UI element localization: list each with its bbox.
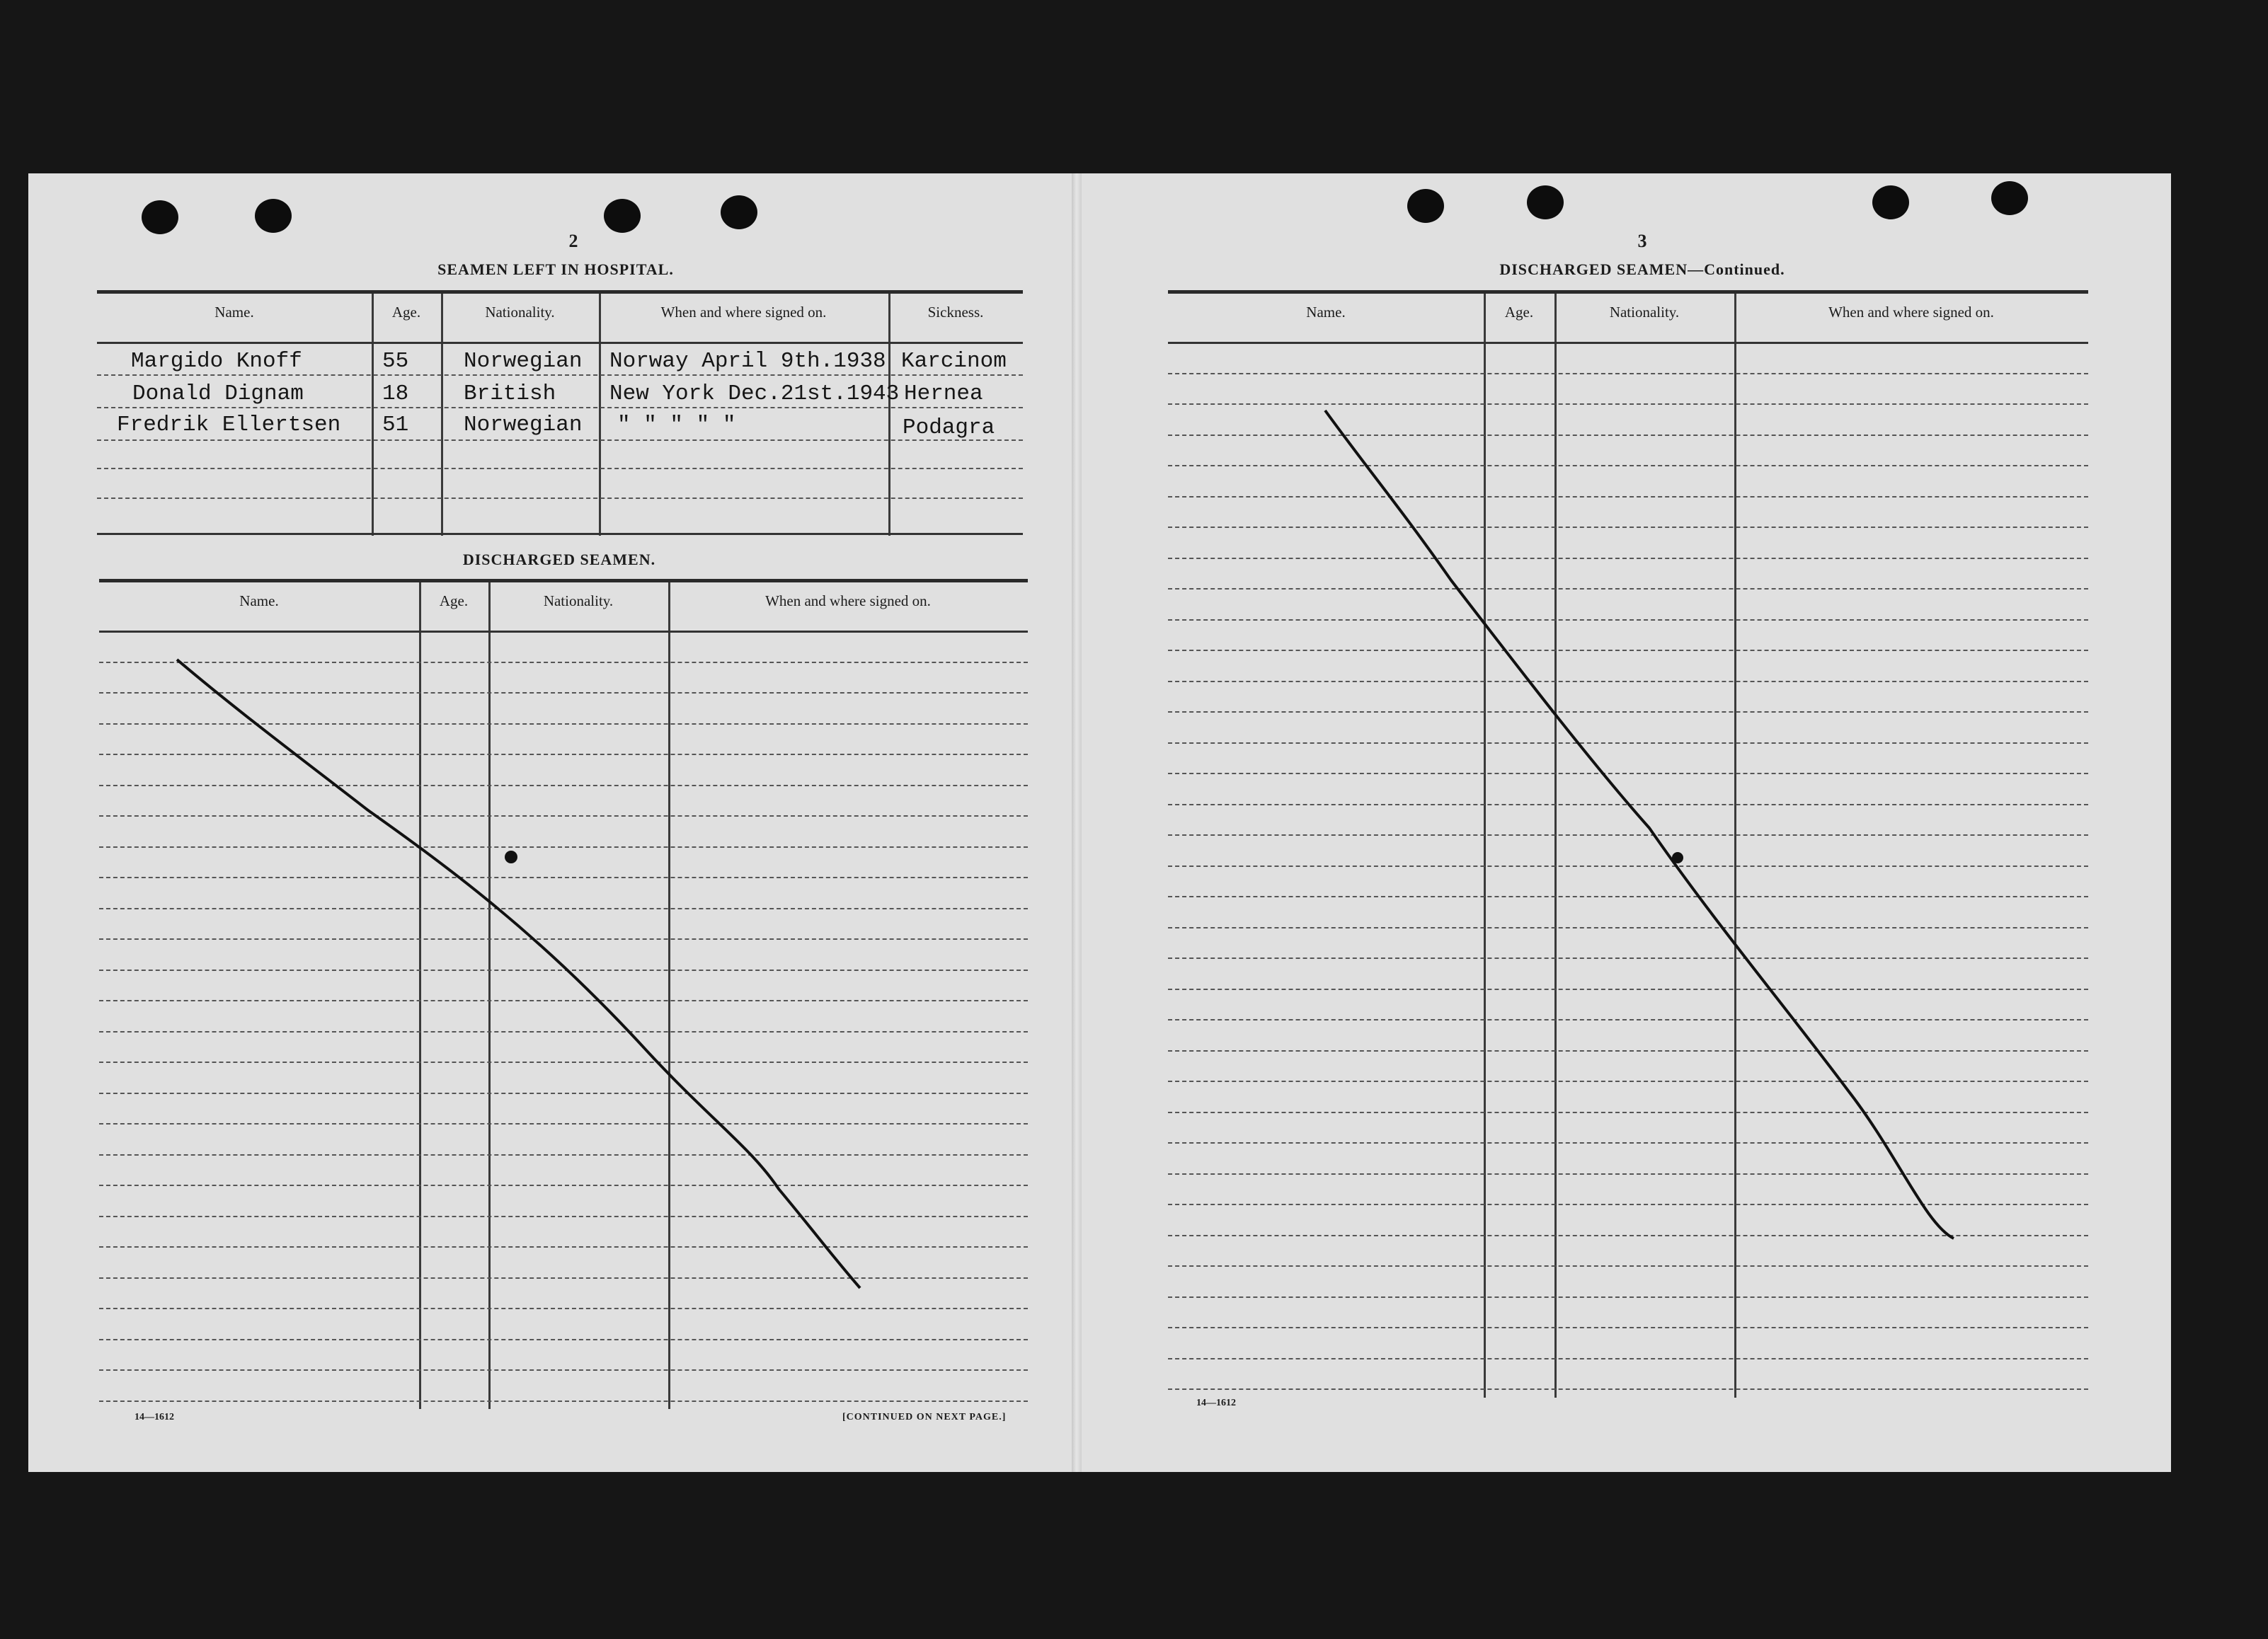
table-rule [1168, 1296, 2088, 1298]
table-rule [99, 662, 1028, 663]
punch-hole [1991, 181, 2028, 215]
punch-hole [1407, 189, 1444, 223]
header-age: Age. [439, 592, 469, 609]
table-rule [99, 1369, 1028, 1371]
table-rule [99, 1062, 1028, 1063]
header-nationality: Nationality. [1609, 304, 1680, 321]
table-rule [1168, 1173, 2088, 1175]
page-number-right: 3 [1637, 231, 1647, 251]
table-row: Norwegian [464, 413, 583, 437]
table-rule [99, 1216, 1028, 1217]
table-rule [99, 1308, 1028, 1309]
table-rule [1168, 711, 2088, 713]
punch-hole [1872, 185, 1909, 219]
punch-hole [1527, 185, 1564, 219]
discharged-table-right [1168, 290, 2088, 1398]
page-number-left: 2 [568, 231, 578, 251]
table-rule [1168, 588, 2088, 590]
table-rule [1168, 742, 2088, 744]
table-rule [99, 1401, 1028, 1402]
table-rule [1168, 527, 2088, 528]
table-rule [1168, 834, 2088, 836]
table-row: 51 [382, 413, 409, 437]
header-name: Name. [1306, 304, 1346, 321]
table-rule [99, 785, 1028, 786]
punch-hole [721, 195, 757, 229]
table-row: Karcinom [901, 349, 1007, 374]
table-rule [99, 723, 1028, 725]
table-row: Fredrik Ellertsen [117, 413, 341, 437]
table-rule [99, 631, 1028, 633]
punch-hole [255, 199, 292, 233]
header-age: Age. [391, 304, 421, 321]
table-rule [1168, 804, 2088, 805]
table-rule [1168, 435, 2088, 436]
hospital-section-title: SEAMEN LEFT IN HOSPITAL. [437, 260, 674, 278]
header-signed-on: When and where signed on. [1828, 304, 1994, 321]
table-rule [1168, 558, 2088, 559]
table-rule [99, 692, 1028, 694]
header-age: Age. [1504, 304, 1534, 321]
table-rule [1168, 1081, 2088, 1082]
continued-note: [CONTINUED ON NEXT PAGE.] [842, 1412, 1007, 1422]
form-number-left: 14—1612 [134, 1412, 174, 1422]
table-rule [1168, 1388, 2088, 1390]
table-rule [99, 815, 1028, 817]
table-rule [1168, 957, 2088, 959]
table-rule [1168, 865, 2088, 867]
table-row: " " " " " [617, 413, 736, 437]
table-rule [1168, 1050, 2088, 1052]
table-rule [1168, 1019, 2088, 1020]
table-row: Hernea [904, 381, 983, 406]
table-row: British [464, 381, 556, 406]
table-rule [1168, 773, 2088, 774]
table-rule [99, 1246, 1028, 1248]
table-rule [1168, 1142, 2088, 1144]
table-rule [1168, 1358, 2088, 1359]
table-row: New York Dec.21st.1943 [609, 381, 900, 406]
table-rule [99, 1123, 1028, 1125]
table-rule [99, 908, 1028, 909]
discharged-table-left [99, 579, 1028, 1409]
form-number-right: 14—1612 [1196, 1398, 1236, 1408]
table-rule [99, 938, 1028, 940]
table-row: Donald Dignam [132, 381, 304, 406]
header-name: Name. [239, 592, 279, 609]
table-rule [1168, 896, 2088, 897]
header-nationality: Nationality. [485, 304, 555, 321]
punch-hole [142, 200, 178, 234]
table-rule [1168, 927, 2088, 928]
table-rule [1168, 342, 2088, 344]
discharged-continued-title: DISCHARGED SEAMEN—Continued. [1499, 260, 1785, 278]
table-rule [1168, 1265, 2088, 1267]
table-rule [1168, 1204, 2088, 1205]
table-rule [1168, 650, 2088, 651]
header-nationality: Nationality. [543, 592, 614, 609]
table-row: Margido Knoff [131, 349, 302, 374]
table-rule [99, 1154, 1028, 1156]
table-rule [1168, 1327, 2088, 1328]
page-fold [1072, 173, 1082, 1472]
table-rule [99, 877, 1028, 878]
table-rule [99, 846, 1028, 848]
table-rule [99, 1093, 1028, 1094]
table-rule [1168, 465, 2088, 466]
table-row: Norway April 9th.1938 [609, 349, 886, 374]
table-rule [1168, 989, 2088, 990]
table-rule [99, 970, 1028, 971]
table-rule [1168, 681, 2088, 682]
table-rule [1168, 1235, 2088, 1236]
table-row: Norwegian [464, 349, 583, 374]
header-sickness: Sickness. [927, 304, 984, 321]
hospital-table [97, 290, 1023, 536]
table-rule [99, 1185, 1028, 1186]
header-signed-on: When and where signed on. [765, 592, 931, 609]
table-rule [1168, 403, 2088, 405]
discharged-section-title: DISCHARGED SEAMEN. [462, 551, 656, 568]
punch-hole [604, 199, 641, 233]
table-rule [1168, 1112, 2088, 1113]
table-rule [99, 1339, 1028, 1340]
header-name: Name. [214, 304, 254, 321]
table-rule [1168, 373, 2088, 374]
table-rule [99, 1277, 1028, 1279]
table-rule [1168, 496, 2088, 498]
table-rule [99, 1031, 1028, 1033]
header-signed-on: When and where signed on. [660, 304, 827, 321]
table-rule [99, 1000, 1028, 1001]
table-row: Podagra [903, 415, 995, 440]
table-rule [99, 754, 1028, 755]
table-rule [1168, 619, 2088, 621]
table-row: 18 [382, 381, 409, 406]
table-row: 55 [382, 349, 409, 374]
